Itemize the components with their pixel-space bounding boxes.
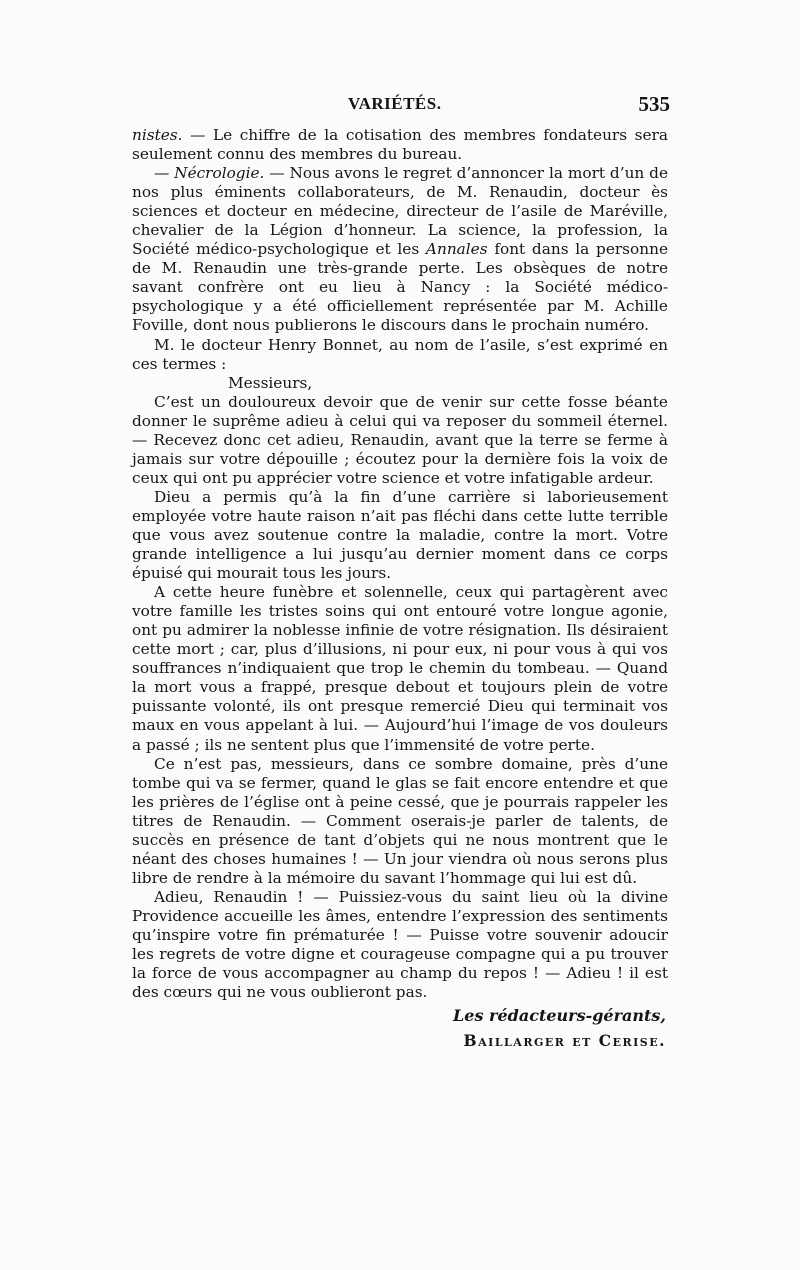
signature-names: Baillarger et Cerise. xyxy=(463,1031,666,1051)
paragraph-1: nistes. — Le chiffre de la cotisation des membres fondateurs sera seulement connu des membres du bureau. xyxy=(132,126,668,164)
signature-title: Les rédacteurs-gérants, xyxy=(453,1006,666,1026)
article-body xyxy=(132,126,668,1054)
salutation: Messieurs, xyxy=(228,373,313,392)
page-number: 535 xyxy=(638,92,670,116)
paragraph-lead: nistes. xyxy=(132,126,183,144)
paragraph-5: C’est un douloureux devoir que de venir sur cette fosse béante donner le suprême adieu à celui qui va reposer du sommeil éternel.— Recevez donc cet adieu, Renaudin, avant que la terre se ferme à jamais sur votre dépouille ; écoutez pour la dernière fois la voix de ceux qui ont pu apprécier votre science et votre infatigable ardeur. xyxy=(132,392,668,487)
journal-title: Annales xyxy=(425,240,488,259)
paragraph-8: Ce n’est pas, messieurs, dans ce sombre domaine, près d’une tombe qui va se fermer, quand le glas se fait encore entendre et que les prières de l’église ont à peine cessé, que je pourrais rappeler les titres de Renaudin. — Comment oserais-je parler de talents, de succès en présence de tant d’objets qui ne nous montrent que le néant des choses humaines ! — Un jour viendra où nous serons plus libre de rendre à la mémoire du savant l’hommage qui lui est dû. xyxy=(132,754,668,887)
paragraph-9: Adieu, Renaudin ! — Puissiez-vous du saint lieu où la divine Providence accueille les âmes, entendre l’expression des sentiments qu’inspire votre fin prématurée ! — Puisse votre souvenir adoucir les regrets de votre digne et courageuse compagne qui a pu trouver la force de vous accompagner au champ du repos ! — Adieu ! il est des cœurs qui ne vous oublieront pas. xyxy=(132,887,668,1002)
running-head: VARIÉTÉS. xyxy=(348,94,442,113)
page-header xyxy=(120,94,670,120)
paragraph-7: A cette heure funèbre et solennelle, ceux qui partagèrent avec votre famille les tristes soins qui ont entouré votre longue agonie, ont pu admirer la noblesse infinie de votre résignation. Ils désiraient cette mort ; car, plus d’illusions, ni pour eux, ni pour vous à qui vos souffrances n’indiquaient que trop le chemin du tombeau. — Quand la mort vous a frappé, presque debout et toujours plein de votre puissante volonté, ils ont presque remercié Dieu qui terminait vos maux en vous appelant à lui. — Aujourd’hui l’image de vos douleurs a passé ; ils ne sentent plus que l’immensité de votre perte. xyxy=(132,583,668,754)
signature-block xyxy=(132,1004,668,1054)
paragraph-necrologie: — Nécrologie. — Nous avons le regret d’annoncer la mort d’un de nos plus éminents collaborateurs, de M. Renaudin, docteur ès sciences et docteur en médecine, directeur de l’asile de Maréville, chevalier de la Légion d’honneur. La science, la profession, la Société médico-psychologique et les Annales font dans la personne de M. Renaudin une très-grande perte. Les obsèques de notre savant confrère ont eu lieu à Nancy : la Société médico-psychologique y a été officiellement représentée par M. Achille Foville, dont nous publierons le discours dans le prochain numéro. xyxy=(132,164,669,335)
paragraph-3: M. le docteur Henry Bonnet, au nom de l’asile, s’est exprimé en ces termes : xyxy=(132,335,668,373)
section-heading: — Nécrologie. xyxy=(154,164,265,183)
paragraph-6: Dieu a permis qu’à la fin d’une carrière si laborieusement employée votre haute raison n’ait pas fléchi dans cette lutte terrible que vous avez soutenue contre la maladie, contre la mort. Votre grande intelligence a lui jusqu’au dernier moment dans ce corps épuisé qui mourait tous les jours. xyxy=(132,487,668,583)
